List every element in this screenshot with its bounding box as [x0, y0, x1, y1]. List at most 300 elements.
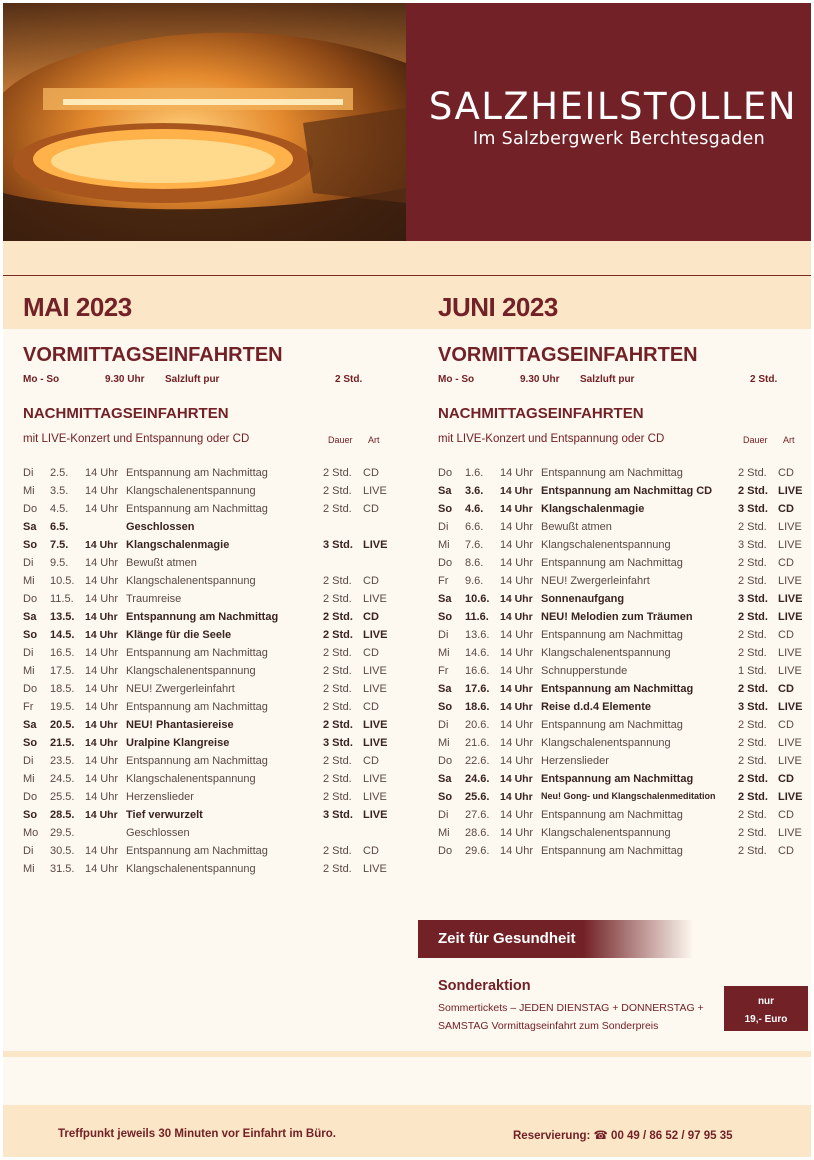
- row-date: 2.5.: [50, 467, 69, 479]
- row-title: Entspannung am Nachmittag: [126, 755, 268, 767]
- row-day: Do: [438, 845, 453, 857]
- row-date: 28.5.: [50, 809, 75, 821]
- row-type: CD: [363, 701, 379, 713]
- row-time: 14 Uhr: [85, 575, 119, 587]
- row-day: Mi: [438, 539, 450, 551]
- row-title: Entspannung am Nachmittag: [541, 629, 683, 641]
- row-duration: 2 Std.: [738, 611, 768, 623]
- row-duration: 2 Std.: [323, 485, 352, 497]
- row-type: LIVE: [363, 737, 388, 749]
- row-type: LIVE: [778, 827, 802, 839]
- row-time: 14 Uhr: [85, 737, 118, 749]
- row-duration: 2 Std.: [323, 629, 353, 641]
- row-duration: 2 Std.: [323, 503, 352, 515]
- row-date: 10.6.: [465, 593, 490, 605]
- row-title: Entspannung am Nachmittag: [126, 503, 268, 515]
- row-time: 14 Uhr: [500, 719, 534, 731]
- row-time: 14 Uhr: [500, 809, 534, 821]
- row-day: Fr: [438, 575, 449, 587]
- promo-banner: [418, 920, 693, 958]
- row-time: 14 Uhr: [500, 467, 534, 479]
- row-type: LIVE: [778, 755, 802, 767]
- row-title: Entspannung am Nachmittag: [541, 467, 683, 479]
- row-type: LIVE: [363, 863, 387, 875]
- row-type: LIVE: [778, 647, 802, 659]
- row-day: Mi: [23, 863, 35, 875]
- nachmittag-heading: NACHMITTAGSEINFAHRTEN: [438, 405, 644, 422]
- row-title: Entspannung am Nachmittag: [126, 611, 279, 623]
- divider-band: [3, 241, 811, 276]
- vormittag-duration: 2 Std.: [750, 374, 778, 385]
- row-duration: 2 Std.: [738, 647, 767, 659]
- row-title: NEU! Zwergerleinfahrt: [126, 683, 235, 695]
- row-time: 14 Uhr: [500, 701, 533, 713]
- row-type: LIVE: [363, 791, 387, 803]
- price-value: 19,- Euro: [744, 1014, 788, 1025]
- salt-cave-illustration: [3, 3, 406, 241]
- row-date: 7.6.: [465, 539, 484, 551]
- row-type: LIVE: [778, 575, 802, 587]
- row-duration: 2 Std.: [738, 557, 767, 569]
- row-day: Mi: [23, 665, 35, 677]
- row-title: NEU! Zwergerleinfahrt: [541, 575, 650, 587]
- row-type: LIVE: [363, 539, 388, 551]
- row-day: So: [23, 629, 38, 641]
- row-duration: 2 Std.: [738, 773, 768, 785]
- row-date: 11.6.: [465, 611, 489, 623]
- row-title: Entspannung am Nachmittag CD: [541, 485, 713, 497]
- row-title: Entspannung am Nachmittag: [541, 773, 694, 785]
- row-date: 14.5.: [50, 629, 75, 641]
- row-title: Klangschalenentspannung: [541, 827, 671, 839]
- row-day: Mi: [23, 485, 35, 497]
- row-duration: 2 Std.: [738, 791, 768, 803]
- row-duration: 2 Std.: [323, 791, 352, 803]
- row-date: 23.5.: [50, 755, 75, 767]
- row-time: 14 Uhr: [85, 629, 118, 641]
- row-type: LIVE: [363, 485, 387, 497]
- row-day: Sa: [23, 611, 37, 623]
- row-date: 18.6.: [465, 701, 490, 713]
- row-date: 29.6.: [465, 845, 490, 857]
- bottom-divider: [3, 1051, 811, 1057]
- row-title: Klangschalenentspannung: [541, 737, 671, 749]
- row-time: 14 Uhr: [500, 629, 534, 641]
- row-date: 14.6.: [465, 647, 490, 659]
- row-title: Entspannung am Nachmittag: [541, 845, 683, 857]
- row-title: Uralpine Klangreise: [126, 737, 230, 749]
- row-day: So: [23, 809, 38, 821]
- row-type: LIVE: [363, 719, 388, 731]
- row-duration: 2 Std.: [323, 593, 352, 605]
- brand-header: [406, 3, 811, 241]
- row-type: LIVE: [778, 485, 803, 497]
- row-time: 14 Uhr: [85, 647, 119, 659]
- row-duration: 3 Std.: [738, 593, 768, 605]
- row-time: 14 Uhr: [500, 773, 533, 785]
- row-day: Fr: [23, 701, 34, 713]
- row-duration: 2 Std.: [738, 845, 767, 857]
- row-title: Entspannung am Nachmittag: [541, 719, 683, 731]
- row-day: Di: [438, 521, 449, 533]
- row-date: 28.6.: [465, 827, 490, 839]
- promo-label: Zeit für Gesundheit: [438, 930, 576, 947]
- row-duration: 2 Std.: [323, 467, 352, 479]
- row-day: Sa: [438, 773, 452, 785]
- row-time: 14 Uhr: [500, 485, 533, 497]
- row-day: Di: [23, 467, 34, 479]
- row-duration: 3 Std.: [323, 737, 353, 749]
- row-day: Do: [23, 683, 38, 695]
- row-type: CD: [778, 683, 794, 695]
- row-type: CD: [778, 809, 794, 821]
- row-duration: 2 Std.: [323, 701, 352, 713]
- row-title: Klangschalenentspannung: [541, 647, 671, 659]
- row-duration: 2 Std.: [323, 755, 352, 767]
- price-prefix: nur: [757, 996, 775, 1007]
- row-date: 25.5.: [50, 791, 75, 803]
- row-date: 27.6.: [465, 809, 490, 821]
- row-duration: 2 Std.: [738, 737, 767, 749]
- row-type: CD: [778, 467, 794, 479]
- row-day: Di: [438, 719, 449, 731]
- column-header-art: Art: [368, 435, 380, 445]
- vormittag-duration: 2 Std.: [335, 374, 363, 385]
- row-duration: 2 Std.: [738, 521, 767, 533]
- row-duration: 2 Std.: [738, 827, 767, 839]
- row-title: Klangschalenentspannung: [126, 773, 256, 785]
- row-title: Schnupperstunde: [541, 665, 628, 677]
- row-time: 14 Uhr: [85, 863, 119, 875]
- column-header-dauer: Dauer: [328, 435, 353, 445]
- row-type: LIVE: [778, 737, 802, 749]
- vormittag-title: Salzluft pur: [580, 374, 635, 385]
- row-type: LIVE: [778, 701, 803, 713]
- row-time: 14 Uhr: [500, 611, 533, 623]
- row-type: LIVE: [778, 611, 803, 623]
- row-type: LIVE: [778, 593, 803, 605]
- row-day: Mi: [23, 575, 35, 587]
- sonderaktion-text: Sommertickets – JEDEN DIENSTAG + DONNERSTAG + SAMSTAG Vormittagseinfahrt zum Sonderpreis: [438, 1002, 704, 1032]
- row-day: So: [23, 539, 38, 551]
- row-date: 18.5.: [50, 683, 75, 695]
- row-time: 14 Uhr: [85, 539, 118, 551]
- row-duration: 2 Std.: [738, 629, 767, 641]
- row-duration: 3 Std.: [323, 539, 353, 551]
- row-duration: 2 Std.: [738, 809, 767, 821]
- sonderaktion-title: Sonderaktion: [438, 978, 531, 994]
- row-date: 4.6.: [465, 503, 484, 515]
- row-date: 11.5.: [50, 593, 74, 605]
- row-duration: 3 Std.: [323, 809, 353, 821]
- row-day: Di: [23, 647, 34, 659]
- row-time: 14 Uhr: [85, 719, 118, 731]
- row-duration: 2 Std.: [738, 719, 767, 731]
- row-type: LIVE: [363, 773, 387, 785]
- row-type: LIVE: [778, 791, 803, 803]
- row-type: LIVE: [363, 809, 388, 821]
- row-date: 3.6.: [465, 485, 484, 497]
- row-title: Entspannung am Nachmittag: [541, 683, 694, 695]
- row-time: 14 Uhr: [85, 845, 119, 857]
- row-time: 14 Uhr: [500, 791, 533, 803]
- row-date: 30.5.: [50, 845, 75, 857]
- row-time: 14 Uhr: [85, 611, 118, 623]
- row-type: LIVE: [778, 539, 802, 551]
- row-date: 22.6.: [465, 755, 490, 767]
- vormittag-time: 9.30 Uhr: [520, 374, 560, 385]
- row-day: So: [438, 701, 453, 713]
- row-duration: 2 Std.: [738, 683, 768, 695]
- row-time: 14 Uhr: [85, 665, 119, 677]
- row-title: Bewußt atmen: [126, 557, 197, 569]
- row-day: Mo: [23, 827, 39, 839]
- row-day: Di: [438, 809, 449, 821]
- row-day: Do: [23, 791, 38, 803]
- row-title: Klangschalenentspannung: [126, 575, 256, 587]
- vormittag-title: Salzluft pur: [165, 374, 220, 385]
- row-duration: 2 Std.: [323, 665, 352, 677]
- row-title: Entspannung am Nachmittag: [126, 647, 268, 659]
- row-type: CD: [363, 845, 379, 857]
- row-time: 14 Uhr: [500, 665, 534, 677]
- row-title: Tief verwurzelt: [126, 809, 203, 821]
- row-type: LIVE: [363, 665, 387, 677]
- row-type: CD: [363, 503, 379, 515]
- row-title: Bewußt atmen: [541, 521, 612, 533]
- row-date: 16.5.: [50, 647, 75, 659]
- month-band: [3, 276, 811, 329]
- nachmittag-heading: NACHMITTAGSEINFAHRTEN: [23, 405, 229, 422]
- row-day: Do: [438, 467, 453, 479]
- row-date: 6.6.: [465, 521, 484, 533]
- row-day: Do: [23, 503, 38, 515]
- row-type: CD: [363, 647, 379, 659]
- row-day: Sa: [23, 719, 37, 731]
- row-time: 14 Uhr: [500, 557, 534, 569]
- row-time: 14 Uhr: [500, 539, 534, 551]
- row-time: 14 Uhr: [500, 737, 534, 749]
- row-date: 17.6.: [465, 683, 490, 695]
- row-title: Klangschalenentspannung: [126, 863, 256, 875]
- row-date: 29.5.: [50, 827, 75, 839]
- row-time: 14 Uhr: [85, 467, 119, 479]
- vormittag-heading: VORMITTAGSEINFAHRTEN: [438, 344, 698, 366]
- row-title: Klangschalenentspannung: [126, 665, 256, 677]
- row-title: Klangschalenentspannung: [126, 485, 256, 497]
- row-title: NEU! Phantasiereise: [126, 719, 234, 731]
- row-day: Sa: [438, 485, 452, 497]
- row-time: 14 Uhr: [500, 575, 534, 587]
- row-date: 17.5.: [50, 665, 75, 677]
- row-duration: 2 Std.: [323, 575, 352, 587]
- row-time: 14 Uhr: [500, 827, 534, 839]
- row-title: Traumreise: [126, 593, 182, 605]
- row-title: Entspannung am Nachmittag: [541, 809, 683, 821]
- vormittag-days: Mo - So: [438, 374, 475, 385]
- row-day: So: [23, 737, 38, 749]
- row-date: 21.5.: [50, 737, 75, 749]
- row-day: Mi: [438, 737, 450, 749]
- row-duration: 3 Std.: [738, 539, 767, 551]
- row-day: So: [438, 611, 453, 623]
- month-title-may: MAI 2023: [23, 292, 132, 322]
- page: [3, 3, 811, 1157]
- row-duration: 2 Std.: [323, 719, 353, 731]
- row-duration: 3 Std.: [738, 701, 768, 713]
- row-title: Geschlossen: [126, 521, 195, 533]
- row-time: 14 Uhr: [85, 809, 118, 821]
- row-date: 31.5.: [50, 863, 75, 875]
- row-date: 7.5.: [50, 539, 69, 551]
- row-title: Entspannung am Nachmittag: [126, 467, 268, 479]
- row-time: 14 Uhr: [85, 593, 119, 605]
- price-badge: [724, 986, 808, 1031]
- row-time: 14 Uhr: [85, 791, 119, 803]
- row-duration: 2 Std.: [738, 575, 767, 587]
- row-duration: 2 Std.: [323, 647, 352, 659]
- row-date: 24.5.: [50, 773, 75, 785]
- row-time: 14 Uhr: [500, 593, 533, 605]
- row-date: 8.6.: [465, 557, 484, 569]
- row-type: CD: [778, 629, 794, 641]
- row-title: Entspannung am Nachmittag: [126, 701, 268, 713]
- footer: [3, 1105, 811, 1157]
- row-date: 13.5.: [50, 611, 75, 623]
- row-day: Mi: [438, 647, 450, 659]
- column-header-dauer: Dauer: [743, 435, 768, 445]
- row-date: 10.5.: [50, 575, 75, 587]
- row-date: 13.6.: [465, 629, 490, 641]
- row-type: CD: [778, 557, 794, 569]
- row-title: Geschlossen: [126, 827, 190, 839]
- row-title: Klangschalenmagie: [126, 539, 230, 551]
- brand-title: SALZHEILSTOLLEN: [428, 85, 797, 128]
- row-date: 9.6.: [465, 575, 484, 587]
- row-day: Fr: [438, 665, 449, 677]
- row-day: Mi: [438, 827, 450, 839]
- row-day: Di: [23, 845, 34, 857]
- row-day: Do: [438, 755, 453, 767]
- salt-cave-photo: [3, 3, 406, 241]
- vormittag-days: Mo - So: [23, 374, 60, 385]
- nachmittag-subtitle: mit LIVE-Konzert und Entspannung oder CD: [438, 433, 665, 445]
- row-title: Neu! Gong- und Klangschalenmeditation: [541, 791, 716, 801]
- row-title: Reise d.d.4 Elemente: [541, 701, 652, 713]
- row-title: Herzenslieder: [126, 791, 194, 803]
- row-title: Herzenslieder: [541, 755, 609, 767]
- row-day: Do: [23, 593, 38, 605]
- row-duration: 1 Std.: [738, 665, 767, 677]
- row-type: CD: [778, 719, 794, 731]
- row-time: 14 Uhr: [500, 503, 533, 515]
- row-title: Klangschalenmagie: [541, 503, 645, 515]
- row-duration: 2 Std.: [323, 845, 352, 857]
- row-date: 21.6.: [465, 737, 490, 749]
- row-day: So: [438, 791, 453, 803]
- row-duration: 2 Std.: [323, 611, 353, 623]
- row-time: 14 Uhr: [500, 683, 533, 695]
- row-time: 14 Uhr: [85, 683, 119, 695]
- row-date: 1.6.: [465, 467, 484, 479]
- row-time: 14 Uhr: [500, 521, 534, 533]
- row-type: CD: [778, 845, 794, 857]
- row-date: 25.6.: [465, 791, 490, 803]
- row-type: CD: [363, 575, 379, 587]
- column-header-art: Art: [783, 435, 795, 445]
- row-day: So: [438, 503, 453, 515]
- row-time: 14 Uhr: [85, 503, 119, 515]
- row-type: LIVE: [778, 521, 802, 533]
- nachmittag-subtitle: mit LIVE-Konzert und Entspannung oder CD: [23, 433, 250, 445]
- row-time: 14 Uhr: [85, 485, 119, 497]
- row-day: Mi: [23, 773, 35, 785]
- row-duration: 2 Std.: [738, 485, 768, 497]
- vormittag-time: 9.30 Uhr: [105, 374, 145, 385]
- brand-subtitle: Im Salzbergwerk Berchtesgaden: [472, 129, 765, 149]
- row-day: Sa: [438, 593, 452, 605]
- row-type: LIVE: [363, 629, 388, 641]
- row-title: Sonnenaufgang: [541, 593, 625, 605]
- vormittag-heading: VORMITTAGSEINFAHRTEN: [23, 344, 283, 366]
- row-time: 14 Uhr: [85, 773, 119, 785]
- row-type: CD: [363, 755, 379, 767]
- row-time: 14 Uhr: [85, 701, 119, 713]
- row-title: Entspannung am Nachmittag: [541, 557, 683, 569]
- row-time: 14 Uhr: [85, 557, 119, 569]
- row-type: CD: [363, 611, 379, 623]
- row-day: Di: [23, 557, 34, 569]
- row-duration: 3 Std.: [738, 503, 768, 515]
- meeting-note: Treffpunkt jeweils 30 Minuten vor Einfahrt im Büro.: [58, 1128, 336, 1140]
- row-date: 20.5.: [50, 719, 75, 731]
- row-day: Sa: [438, 683, 452, 695]
- row-day: Di: [23, 755, 34, 767]
- month-title-june: JUNI 2023: [438, 292, 558, 322]
- row-type: CD: [363, 467, 379, 479]
- row-duration: 2 Std.: [323, 773, 352, 785]
- row-title: Klangschalenentspannung: [541, 539, 671, 551]
- row-date: 9.5.: [50, 557, 69, 569]
- row-date: 16.6.: [465, 665, 490, 677]
- row-duration: 2 Std.: [738, 467, 767, 479]
- row-time: 14 Uhr: [500, 845, 534, 857]
- row-date: 24.6.: [465, 773, 490, 785]
- row-date: 19.5.: [50, 701, 75, 713]
- row-time: 14 Uhr: [500, 647, 534, 659]
- row-duration: 2 Std.: [323, 683, 352, 695]
- row-duration: 2 Std.: [738, 755, 767, 767]
- row-type: CD: [778, 503, 794, 515]
- row-time: 14 Uhr: [500, 755, 534, 767]
- row-duration: 2 Std.: [323, 863, 352, 875]
- row-day: Sa: [23, 521, 37, 533]
- row-day: Do: [438, 557, 453, 569]
- row-day: Di: [438, 629, 449, 641]
- row-date: 6.5.: [50, 521, 69, 533]
- row-type: LIVE: [363, 593, 387, 605]
- row-time: 14 Uhr: [85, 755, 119, 767]
- row-title: Klänge für die Seele: [126, 629, 232, 641]
- row-type: LIVE: [363, 683, 387, 695]
- row-type: LIVE: [778, 665, 802, 677]
- row-date: 4.5.: [50, 503, 69, 515]
- row-date: 3.5.: [50, 485, 69, 497]
- row-date: 20.6.: [465, 719, 490, 731]
- reservation-phone: Reservierung: ☎ 00 49 / 86 52 / 97 95 35: [513, 1130, 733, 1142]
- row-title: NEU! Melodien zum Träumen: [541, 611, 693, 623]
- row-type: CD: [778, 773, 794, 785]
